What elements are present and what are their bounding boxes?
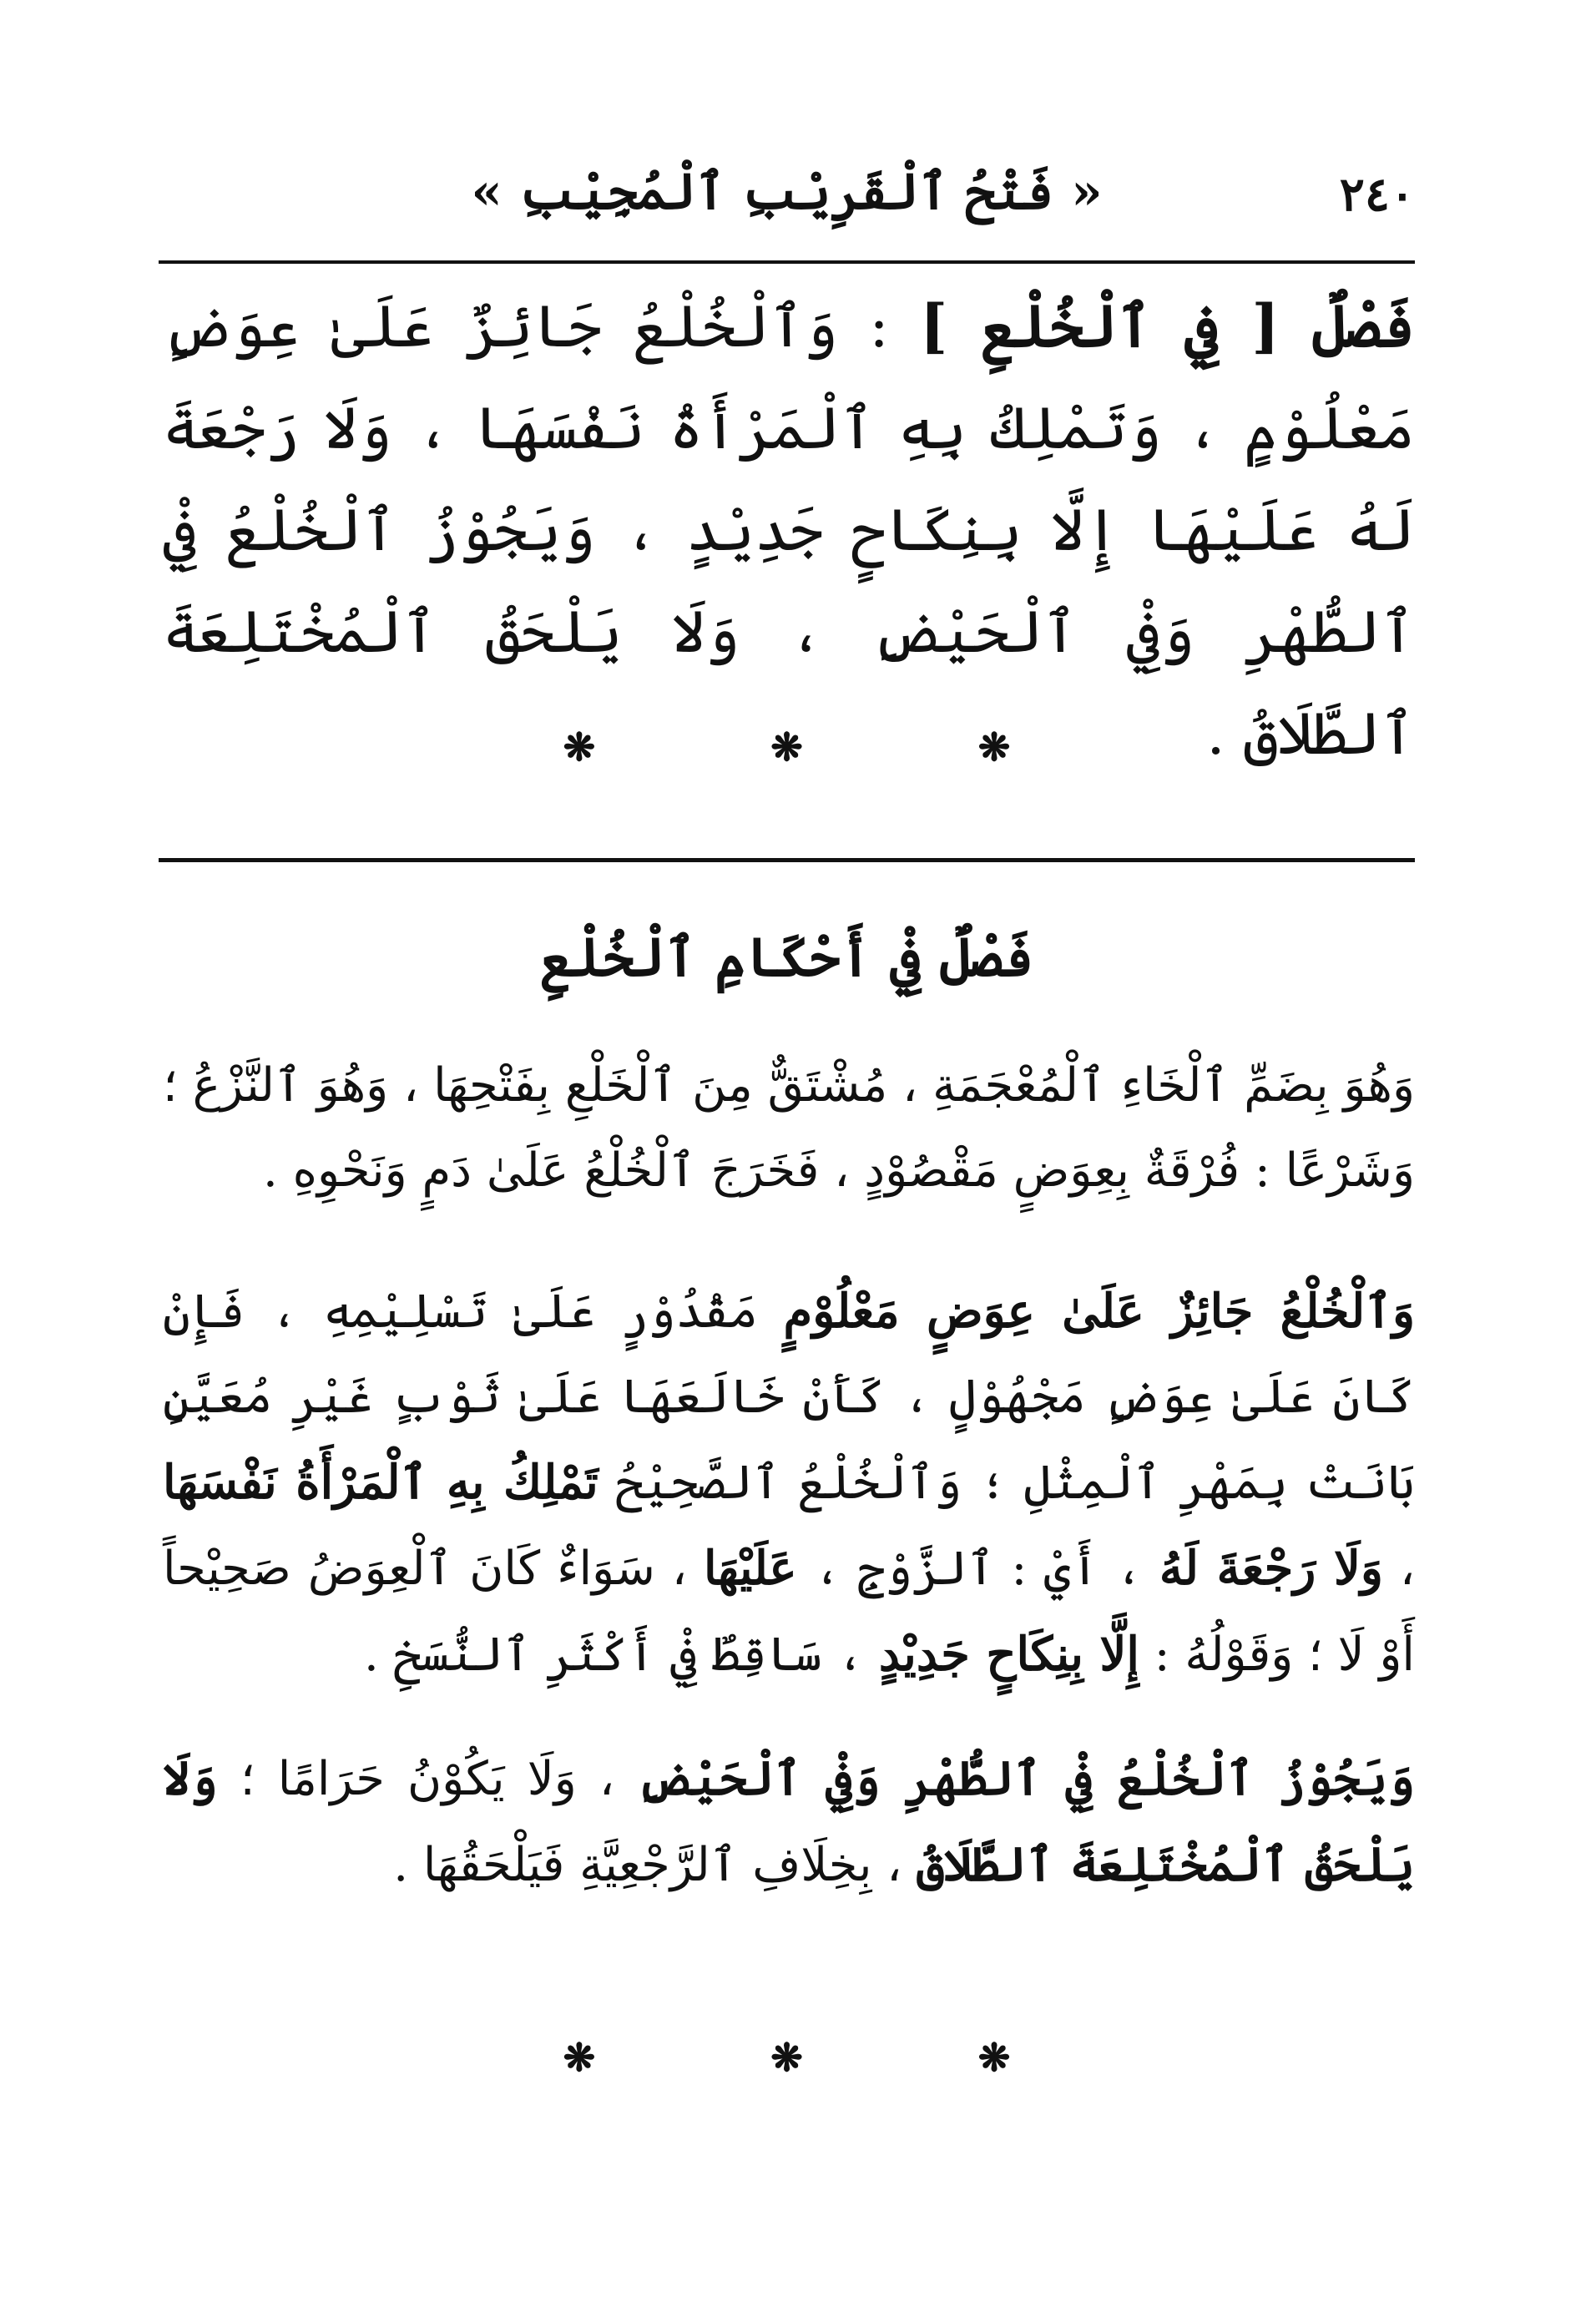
header-rule: [159, 260, 1415, 264]
page-number: ٢٤٠: [1339, 167, 1415, 222]
section-separator: [159, 724, 1415, 770]
matn-quote: وَلَا يَلْحَقُ ٱلْمُخْتَلِعَةَ ٱلطَّلَاقُ: [163, 1751, 1415, 1892]
commentary-text: ، سَوَاءٌ كَانَ ٱلْعِوَضُ صَحِيْحاً أَوْ لَا ؛ وَقَوْلُهُ :: [163, 1542, 1415, 1682]
asterism-icon: ❋: [770, 2035, 803, 2080]
commentary-text: ،: [1382, 1542, 1416, 1596]
sharh-title: فَصْلٌ فِيْ أَحْكَامِ ٱلْخُلْعِ: [539, 926, 1034, 989]
asterism-icon: ❋: [770, 724, 803, 770]
asterism-icon: ❋: [563, 2035, 596, 2080]
commentary-text: مَقْدُوْرٍ عَلَىٰ تَسْلِيْمِهِ ، فَإِنْ كَانَ عَلَىٰ عِوَضٍ مَجْهُوْلٍ ، كَأَنْ خَالَعَهَا عَلَىٰ ثَوْبٍ غَيْرِ مُعَيَّنٍ بَانَتْ بِمَهْرِ ٱلْمِثْلِ ؛ وَٱلْخُلْعُ ٱلصَّحِيْحُ: [163, 1285, 1415, 1510]
section-separator: [159, 2035, 1415, 2080]
matn-quote: وَيَجُوْزُ ٱلْخُلْعُ فِيْ ٱلطُّهْرِ وَفِيْ ٱلْحَيْضِ: [637, 1751, 1416, 1806]
matn-quote: عَلَيْهَا: [703, 1541, 797, 1596]
commentary-text: ، سَاقِطٌ فِيْ أَكْثَرِ ٱلنُّسَخِ .: [364, 1628, 879, 1682]
running-title: « فَتْحُ ٱلْقَرِيْبِ ٱلْمُجِيْبِ »: [471, 163, 1103, 221]
matn-section: [163, 275, 1415, 785]
commentary-text: ، وَلَا يَكُوْنُ حَرَامًا ؛: [217, 1752, 638, 1806]
matn-section-heading: فَصْلٌ [ فِي ٱلْخُلْعِ ]: [920, 291, 1415, 361]
commentary-text: ، أَيْ : ٱلزَّوْجِ ،: [796, 1542, 1159, 1596]
matn-text: وَٱلْخُلْعُ جَائِزٌ عَلَىٰ عِوَضٍ مَعْلُوْمٍ ، وَتَمْلِكُ بِهِ ٱلْمَرْأَةُ نَفْسَهَا ، وَلَا رَجْعَةَ لَهُ عَلَيْهَا إِلَّا بِنِكَاحٍ جَدِيْدٍ ، وَيَجُوْزُ ٱلْخُلْعُ فِيْ ٱلطُّهْرِ وَفِيْ ٱلْحَيْضِ ، وَلَا يَلْحَقُ ٱلْمُخْتَلِعَةَ ٱلطَّلَاقُ .: [163, 292, 1415, 768]
sharh-paragraph-1: وَهُوَ بِضَمِّ ٱلْخَاءِ ٱلْمُعْجَمَةِ ، مُشْتَقٌّ مِنَ ٱلْخَلْعِ بِفَتْحِهَا ، وَهُوَ ٱلنَّزْعُ ؛ وَشَرْعًا : فُرْقَةٌ بِعِوَضٍ مَقْصُوْدٍ ، فَخَرَجَ ٱلْخُلْعُ عَلَىٰ دَمٍ وَنَحْوِهِ .: [163, 1058, 1415, 1198]
matn-quote: وَٱلْخُلْعُ جَائِزٌ عَلَىٰ عِوَضٍ مَعْلُوْمٍ: [783, 1284, 1415, 1339]
matn-quote: تَمْلِكُ بِهِ ٱلْمَرْأَةُ نَفْسَهَا: [163, 1455, 598, 1510]
sharh-paragraph-3: [163, 1736, 1415, 1908]
commentary-text: ، بِخِلَافِ ٱلرَّجْعِيَّةِ فَيَلْحَقُهَا .: [393, 1838, 917, 1892]
page-header: [159, 159, 1415, 250]
sharh-paragraph-2: [163, 1269, 1415, 1698]
matn-quote: إِلَّا بِنِكَاحٍ جَدِيْدٍ: [878, 1627, 1139, 1682]
matn-sharh-divider: [159, 858, 1415, 862]
asterism-icon: ❋: [977, 2035, 1011, 2080]
matn-colon: :: [838, 292, 921, 361]
asterism-icon: ❋: [563, 724, 596, 770]
matn-quote: وَلَا رَجْعَةَ لَهُ: [1159, 1541, 1383, 1596]
asterism-icon: ❋: [977, 724, 1011, 770]
